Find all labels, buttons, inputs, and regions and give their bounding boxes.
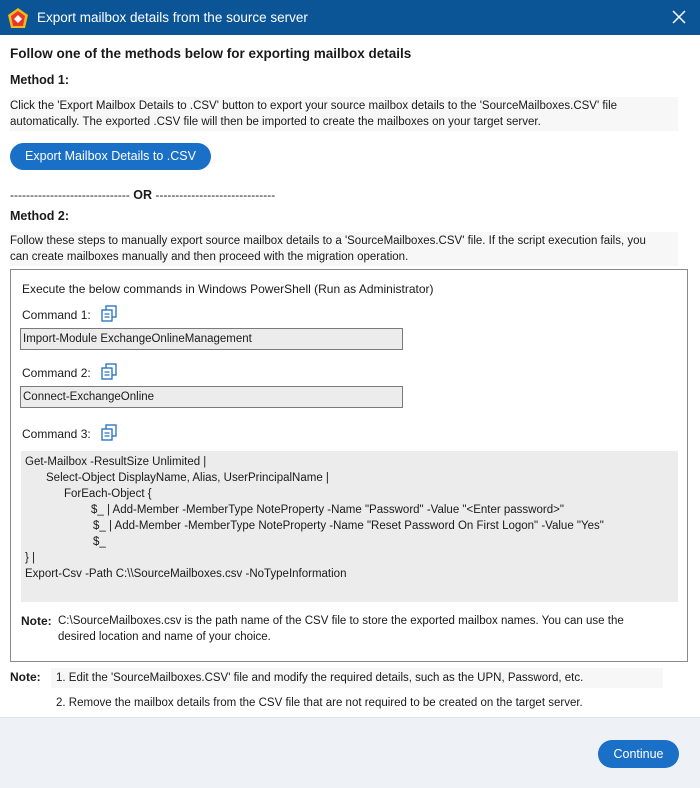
command2-label: Command 2: bbox=[22, 366, 91, 380]
method1-description-line1: Click the 'Export Mailbox Details to .CSV' button to export your source mailbox details to the 'SourceMailboxes.CSV' file bbox=[10, 100, 618, 112]
copy-icon[interactable] bbox=[100, 424, 118, 442]
method2-description-line2: can create mailboxes manually and then proceed with the migration operation. bbox=[10, 251, 409, 263]
dialog-footer bbox=[0, 717, 700, 788]
or-separator bbox=[10, 188, 275, 202]
commands-panel bbox=[10, 269, 688, 662]
method2-description-line1: Follow these steps to manually export source mailbox details to a 'SourceMailboxes.CSV' file. If the script execution fails, you bbox=[10, 235, 646, 247]
command1-label: Command 1: bbox=[22, 308, 91, 322]
script-line: $_ | Add-Member -MemberType NoteProperty -Name "Password" -Value "<Enter password>" bbox=[91, 504, 564, 516]
path-note-label: Note: bbox=[21, 614, 52, 628]
method1-description-line2: automatically. The exported .CSV file will then be imported to create the mailboxes on your target server. bbox=[10, 116, 541, 128]
command3-script[interactable] bbox=[21, 451, 678, 602]
path-note-line2: desired location and name of your choice. bbox=[58, 630, 271, 643]
copy-icon[interactable] bbox=[100, 363, 118, 381]
export-mailbox-details-button[interactable]: Export Mailbox Details to .CSV bbox=[10, 143, 211, 170]
path-note-line1: C:\SourceMailboxes.csv is the path name of the CSV file to store the exported mailbox names. You can use the bbox=[58, 615, 624, 627]
continue-button[interactable]: Continue bbox=[598, 740, 679, 768]
separator-right: ------------------------------ bbox=[155, 188, 276, 202]
or-label: OR bbox=[133, 188, 152, 202]
method2-label: Method 2: bbox=[10, 209, 70, 223]
path-note-text bbox=[58, 614, 658, 645]
script-line: $_ bbox=[93, 536, 106, 548]
script-line: $_ | Add-Member -MemberType NoteProperty -Name "Reset Password On First Logon" -Value "Yes" bbox=[93, 520, 604, 532]
script-line: Export-Csv -Path C:\\SourceMailboxes.csv -NoTypeInformation bbox=[25, 568, 347, 580]
command3-label: Command 3: bbox=[22, 427, 91, 441]
script-line: Get-Mailbox -ResultSize Unlimited | bbox=[25, 456, 207, 468]
title-bar bbox=[0, 0, 700, 35]
command2-field[interactable]: Connect-ExchangeOnline bbox=[20, 386, 403, 408]
separator-left: ------------------------------ bbox=[10, 188, 130, 202]
method1-label: Method 1: bbox=[10, 73, 70, 87]
script-line: Select-Object DisplayName, Alias, UserPrincipalName | bbox=[46, 472, 329, 484]
app-logo-icon bbox=[7, 7, 29, 29]
page-heading: Follow one of the methods below for exporting mailbox details bbox=[10, 46, 412, 61]
commands-instruction: Execute the below commands in Windows PowerShell (Run as Administrator) bbox=[22, 282, 434, 296]
window-title: Export mailbox details from the source server bbox=[37, 10, 308, 25]
command1-field[interactable]: Import-Module ExchangeOnlineManagement bbox=[20, 328, 403, 350]
note-item-1: 1. Edit the 'SourceMailboxes.CSV' file and modify the required details, such as the UPN, Password, etc. bbox=[51, 668, 663, 688]
copy-icon[interactable] bbox=[100, 305, 118, 323]
close-icon bbox=[672, 10, 686, 24]
notes-label: Note: bbox=[10, 670, 41, 684]
script-line: ForEach-Object { bbox=[64, 488, 152, 500]
method1-description bbox=[10, 97, 678, 131]
close-button[interactable] bbox=[664, 4, 694, 30]
script-line: } | bbox=[25, 552, 36, 564]
note-item-2: 2. Remove the mailbox details from the CSV file that are not required to be created on the target server. bbox=[56, 697, 583, 709]
method2-description bbox=[10, 232, 678, 266]
